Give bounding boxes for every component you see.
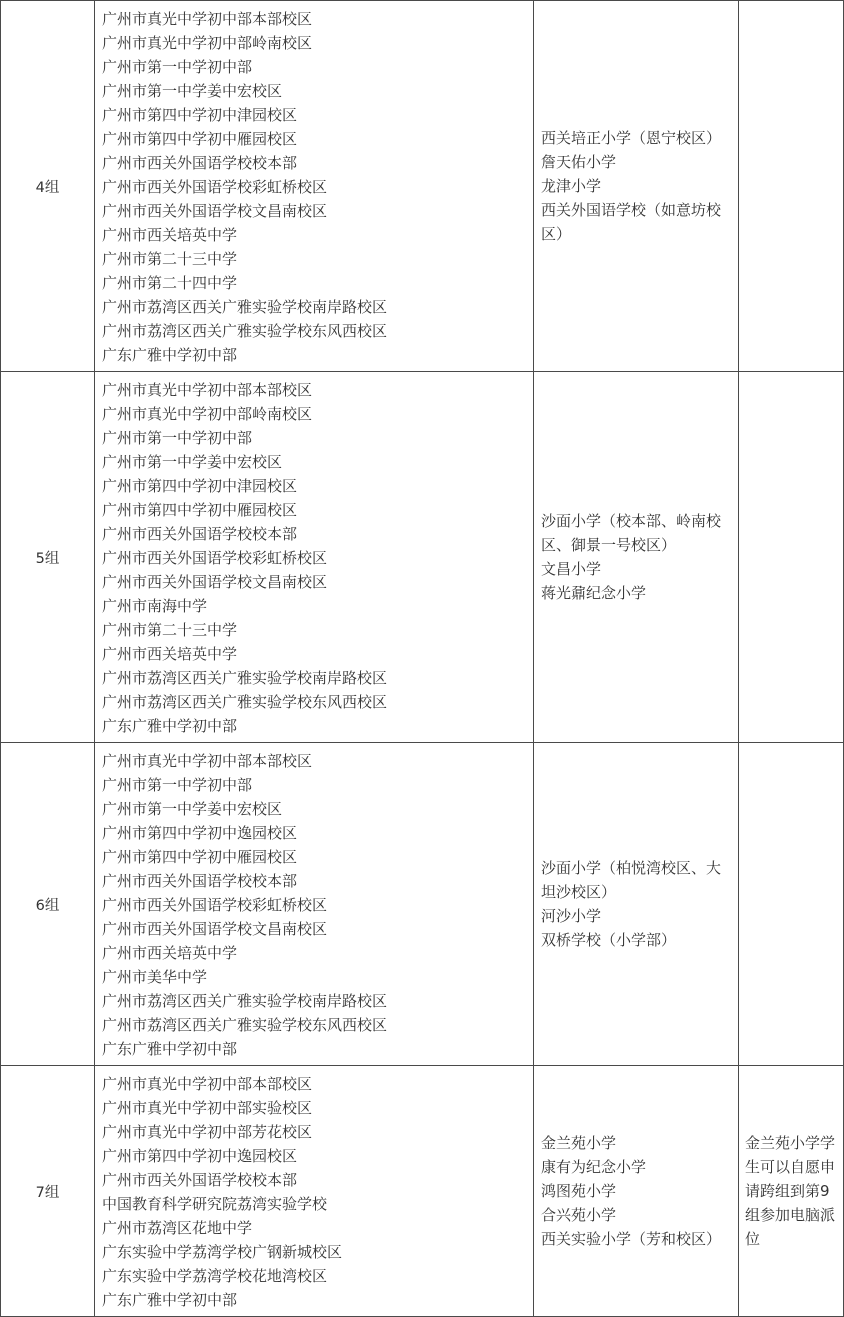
- group-cell: 6组: [1, 743, 95, 1066]
- middle-school-item: 广州市西关培英中学: [102, 644, 238, 663]
- middle-school-item: 广州市真光中学初中部岭南校区: [102, 33, 313, 52]
- primary-school-item: 双桥学校（小学部）: [541, 931, 677, 949]
- middle-school-item: 广州市第四中学初中逸园校区: [102, 823, 298, 842]
- middle-school-item: 广州市第二十三中学: [102, 620, 238, 639]
- primary-school-item: 沙面小学（柏悦湾校区、大坦沙校区）: [541, 859, 722, 901]
- primary-school-item: 文昌小学: [541, 560, 602, 578]
- primary-school-item: 西关实验小学（芳和校区）: [541, 1230, 722, 1248]
- middle-school-item: 广州市西关外国语学校彩虹桥校区: [102, 895, 328, 914]
- middle-school-item: 广州市真光中学初中部本部校区: [102, 751, 313, 770]
- middle-school-item: 广州市第一中学初中部: [102, 57, 253, 76]
- primary-school-item: 康有为纪念小学: [541, 1158, 647, 1176]
- primary-school-item: 合兴苑小学: [541, 1206, 617, 1224]
- middle-school-item: 广州市荔湾区西关广雅实验学校南岸路校区: [102, 297, 388, 316]
- middle-school-item: 广州市真光中学初中部芳花校区: [102, 1122, 313, 1141]
- middle-school-item: 广州市南海中学: [102, 596, 208, 615]
- middle-school-item: 广州市第四中学初中逸园校区: [102, 1146, 298, 1165]
- middle-school-item: 广州市真光中学初中部本部校区: [102, 1074, 313, 1093]
- note-cell: [739, 1066, 844, 1317]
- primary-school-item: 龙津小学: [541, 177, 602, 195]
- primary-school-item: 沙面小学（校本部、岭南校区、御景一号校区）: [541, 512, 722, 554]
- middle-school-item: 广东广雅中学初中部: [102, 716, 238, 735]
- middle-school-item: 广州市真光中学初中部本部校区: [102, 380, 313, 399]
- middle-school-item: 广州市西关外国语学校校本部: [102, 1170, 298, 1189]
- middle-school-item: 广东实验中学荔湾学校广钢新城校区: [102, 1242, 343, 1261]
- middle-school-item: 中国教育科学研究院荔湾实验学校: [102, 1194, 328, 1213]
- middle-school-item: 广州市真光中学初中部本部校区: [102, 9, 313, 28]
- middle-school-item: 广州市真光中学初中部实验校区: [102, 1098, 313, 1117]
- middle-school-item: 广州市第一中学初中部: [102, 428, 253, 447]
- table-row: [1, 1066, 844, 1317]
- middle-school-item: 广东广雅中学初中部: [102, 1039, 238, 1058]
- middle-school-item: 广州市第四中学初中雁园校区: [102, 129, 298, 148]
- middle-school-item: 广州市荔湾区西关广雅实验学校东风西校区: [102, 1015, 388, 1034]
- group-cell: 5组: [1, 372, 95, 743]
- note-cell: [739, 1, 844, 372]
- middle-school-item: 广州市西关外国语学校校本部: [102, 153, 298, 172]
- middle-school-item: 广州市荔湾区西关广雅实验学校东风西校区: [102, 321, 388, 340]
- middle-school-item: 广东广雅中学初中部: [102, 345, 238, 364]
- primary-school-cell: [534, 743, 739, 1066]
- middle-school-item: 广东广雅中学初中部: [102, 1290, 238, 1309]
- middle-school-item: 广州市西关外国语学校文昌南校区: [102, 201, 328, 220]
- middle-school-item: 广州市西关培英中学: [102, 943, 238, 962]
- primary-school-cell: [534, 372, 739, 743]
- primary-school-item: 鸿图苑小学: [541, 1182, 617, 1200]
- middle-school-item: 广州市第二十四中学: [102, 273, 238, 292]
- middle-school-item: 广州市真光中学初中部岭南校区: [102, 404, 313, 423]
- middle-school-item: 广州市西关外国语学校文昌南校区: [102, 572, 328, 591]
- middle-school-cell: [95, 1066, 534, 1317]
- primary-school-item: 西关培正小学（恩宁校区）: [541, 129, 722, 147]
- middle-school-item: 广州市第一中学初中部: [102, 775, 253, 794]
- note-cell: [739, 372, 844, 743]
- middle-school-item: 广州市西关外国语学校彩虹桥校区: [102, 548, 328, 567]
- primary-school-item: 蒋光鼐纪念小学: [541, 584, 647, 602]
- middle-school-item: 广州市荔湾区西关广雅实验学校东风西校区: [102, 692, 388, 711]
- middle-school-item: 广州市第四中学初中雁园校区: [102, 500, 298, 519]
- middle-school-item: 广州市西关外国语学校校本部: [102, 524, 298, 543]
- table-row: [1, 1, 844, 372]
- group-cell: 7组: [1, 1066, 95, 1317]
- middle-school-item: 广州市第四中学初中雁园校区: [102, 847, 298, 866]
- primary-school-item: 金兰苑小学: [541, 1134, 617, 1152]
- primary-school-cell: [534, 1066, 739, 1317]
- middle-school-item: 广东实验中学荔湾学校花地湾校区: [102, 1266, 328, 1285]
- middle-school-item: 广州市第一中学姜中宏校区: [102, 452, 283, 471]
- primary-school-item: 河沙小学: [541, 907, 602, 925]
- middle-school-item: 广州市西关外国语学校校本部: [102, 871, 298, 890]
- note-text: 金兰苑小学学生可以自愿申请跨组到第9组参加电脑派位: [745, 1134, 836, 1248]
- primary-school-item: 詹天佑小学: [541, 153, 617, 171]
- middle-school-item: 广州市荔湾区西关广雅实验学校南岸路校区: [102, 668, 388, 687]
- primary-school-cell: [534, 1, 739, 372]
- middle-school-item: 广州市第一中学姜中宏校区: [102, 81, 283, 100]
- middle-school-item: 广州市第一中学姜中宏校区: [102, 799, 283, 818]
- middle-school-cell: [95, 1, 534, 372]
- primary-school-item: 西关外国语学校（如意坊校区）: [541, 201, 722, 243]
- middle-school-item: 广州市西关外国语学校彩虹桥校区: [102, 177, 328, 196]
- middle-school-item: 广州市荔湾区花地中学: [102, 1218, 253, 1237]
- table-row: [1, 372, 844, 743]
- middle-school-item: 广州市荔湾区西关广雅实验学校南岸路校区: [102, 991, 388, 1010]
- middle-school-item: 广州市第四中学初中津园校区: [102, 476, 298, 495]
- middle-school-cell: [95, 743, 534, 1066]
- middle-school-cell: [95, 372, 534, 743]
- middle-school-item: 广州市第四中学初中津园校区: [102, 105, 298, 124]
- note-cell: [739, 743, 844, 1066]
- middle-school-item: 广州市西关培英中学: [102, 225, 238, 244]
- table-row: [1, 743, 844, 1066]
- group-cell: 4组: [1, 1, 95, 372]
- middle-school-item: 广州市美华中学: [102, 967, 208, 986]
- middle-school-item: 广州市第二十三中学: [102, 249, 238, 268]
- middle-school-item: 广州市西关外国语学校文昌南校区: [102, 919, 328, 938]
